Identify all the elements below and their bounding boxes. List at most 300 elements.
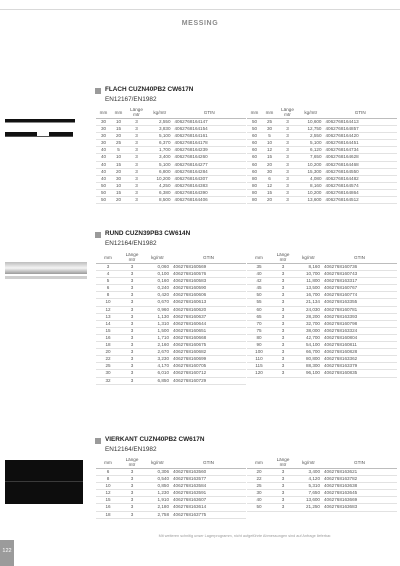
column-header: Länge mtr — [277, 108, 298, 119]
section-marker-icon — [95, 232, 101, 238]
table-cell: 30 — [96, 119, 111, 126]
table-cell: 4062768164628 — [324, 154, 398, 161]
table-cell: 42,700 — [295, 334, 322, 341]
table-cell: 4062768160606 — [171, 292, 246, 299]
table-cell: 25 — [96, 363, 120, 370]
table-cell: 66,700 — [295, 349, 322, 356]
table-cell: 3 — [120, 313, 144, 320]
table-cell: 88,300 — [295, 363, 322, 370]
footnote: Mit weiteren schnitig unser Lagerprogramm, nicht aufgeführte Abmessungen sind auf Anfrage lieferbar. — [158, 534, 332, 538]
table-row — [96, 377, 246, 384]
table-row — [247, 278, 397, 285]
table-cell: 60 — [247, 306, 271, 313]
table-cell: 10,200 — [298, 161, 324, 168]
table-cell: 3 — [120, 504, 144, 511]
table-cell: 4062768163638 — [322, 483, 397, 490]
table-cell: 20 — [111, 168, 126, 175]
table-cell: 21,134 — [295, 299, 322, 306]
table-cell: 40 — [96, 161, 111, 168]
table-row — [96, 370, 246, 377]
table-cell: 60 — [247, 133, 262, 140]
table-cell: 0,240 — [144, 285, 171, 292]
table-cell: 50 — [247, 292, 271, 299]
table-cell: 13,600 — [295, 497, 322, 504]
table-cell: 40 — [96, 175, 111, 182]
table-header-row — [247, 253, 397, 264]
table-cell: 12 — [262, 182, 277, 189]
table-cell: 3 — [277, 197, 298, 204]
column-header: kg/mtr — [144, 458, 171, 469]
table-row — [96, 168, 246, 175]
table-row — [247, 189, 397, 196]
table-row — [247, 285, 397, 292]
table-cell: 11,800 — [295, 278, 322, 285]
table-cell: 3 — [120, 271, 144, 278]
table-cell: 4062768164383 — [173, 182, 247, 189]
table-row — [96, 511, 246, 518]
table-cell: 5,310 — [295, 483, 322, 490]
table-row — [96, 126, 246, 133]
page-header-title: MESSING — [181, 20, 219, 27]
section-title: RUND CUZN39PB3 CW614N — [105, 230, 191, 237]
rund-table-left — [96, 253, 246, 385]
table-cell: 7,650 — [298, 154, 324, 161]
table-cell: 3 — [277, 126, 298, 133]
table-cell: 3 — [277, 189, 298, 196]
table-cell: 3,400 — [147, 154, 173, 161]
table-row — [96, 476, 246, 483]
table-cell: 4062768163621 — [322, 469, 397, 476]
table-cell: 30 — [262, 126, 277, 133]
table-cell: 4062768163614 — [171, 504, 246, 511]
table-cell: 4062768164277 — [173, 161, 247, 168]
table-cell: 4062768160705 — [171, 363, 246, 370]
table-cell: 3 — [271, 504, 295, 511]
table-row — [96, 504, 246, 511]
table-cell: 4062768163379 — [322, 363, 397, 370]
table-cell: 4062768164420 — [324, 133, 398, 140]
table-cell: 3 — [120, 476, 144, 483]
table-cell: 4062768164482 — [324, 175, 398, 182]
table-cell: 4,250 — [147, 182, 173, 189]
table-row — [247, 370, 397, 377]
table-row — [96, 182, 246, 189]
table-cell: 4062768160699 — [171, 356, 246, 363]
table-cell: 3 — [120, 327, 144, 334]
table-row — [96, 197, 246, 204]
table-cell: 4062768163393 — [322, 313, 397, 320]
table-cell: 55 — [247, 299, 271, 306]
table-cell: 4062768164574 — [324, 182, 398, 189]
table-cell: 12 — [96, 490, 120, 497]
table-cell: 3 — [271, 313, 295, 320]
table-cell: 3 — [120, 490, 144, 497]
table-cell: 4062768163584 — [171, 483, 246, 490]
table-cell: 18 — [96, 511, 120, 518]
table-row — [96, 189, 246, 196]
table-cell: 120 — [247, 370, 271, 377]
table-cell: 5 — [262, 133, 277, 140]
table-row — [96, 292, 246, 299]
table-cell: 4062768160781 — [322, 306, 397, 313]
table-cell: 4062768160828 — [322, 349, 397, 356]
table-cell: 3 — [271, 334, 295, 341]
table-cell: 45 — [247, 285, 271, 292]
table-cell: 3 — [271, 278, 295, 285]
table-cell: 4062768160668 — [171, 334, 246, 341]
table-cell: 3 — [271, 490, 295, 497]
table-cell: 4,120 — [295, 476, 322, 483]
table-cell: 22 — [247, 476, 271, 483]
table-cell: 3 — [277, 140, 298, 147]
table-cell: 3 — [120, 469, 144, 476]
table-cell: 4062768163560 — [171, 469, 246, 476]
table-cell: 50 — [247, 126, 262, 133]
table-row — [247, 483, 397, 490]
table-cell: 60 — [247, 147, 262, 154]
table-cell: 3 — [120, 342, 144, 349]
table-cell: 2,670 — [144, 349, 171, 356]
table-header-row — [96, 108, 246, 119]
table-cell: 0,160 — [144, 278, 171, 285]
column-header: Länge mtr — [120, 253, 144, 264]
table-cell: 0,420 — [144, 292, 171, 299]
vierkant-table-right — [247, 458, 397, 512]
table-cell: 2,758 — [144, 511, 171, 518]
table-cell: 3 — [126, 140, 147, 147]
table-cell: 4062768164390 — [173, 189, 247, 196]
table-row — [96, 356, 246, 363]
table-cell: 4062768160583 — [171, 278, 246, 285]
table-header-row — [247, 458, 397, 469]
table-cell: 70 — [247, 320, 271, 327]
table-row — [96, 175, 246, 182]
table-cell: 40 — [96, 154, 111, 161]
table-row — [247, 133, 397, 140]
table-cell: 12 — [262, 147, 277, 154]
table-cell: 24,030 — [295, 306, 322, 313]
table-cell: 3 — [120, 483, 144, 490]
column-header: kg/mtr — [147, 108, 173, 119]
table-row — [247, 154, 397, 161]
table-cell: 10 — [111, 154, 126, 161]
table-cell: 4062768163775 — [171, 511, 246, 518]
table-cell: 20 — [262, 161, 277, 168]
table-header-row — [96, 253, 246, 264]
table-cell: 8,160 — [298, 182, 324, 189]
table-cell: 30 — [111, 175, 126, 182]
table-cell: 4062768164161 — [173, 133, 247, 140]
table-cell: 4062768163577 — [171, 476, 246, 483]
table-cell: 4062768164550 — [324, 168, 398, 175]
table-cell: 18 — [96, 342, 120, 349]
column-header: mm — [96, 458, 120, 469]
table-cell: 1,710 — [144, 334, 171, 341]
table-cell: 13,600 — [298, 197, 324, 204]
table-cell: 4062768160774 — [322, 292, 397, 299]
table-cell: 6 — [262, 175, 277, 182]
table-cell: 3 — [271, 327, 295, 334]
table-cell: 80 — [247, 197, 262, 204]
table-cell: 20 — [247, 469, 271, 476]
table-row — [96, 285, 246, 292]
table-cell: 50 — [96, 182, 111, 189]
table-cell: 50 — [96, 197, 111, 204]
table-cell: 3 — [271, 363, 295, 370]
table-cell: 0,960 — [144, 306, 171, 313]
table-cell: 3 — [271, 299, 295, 306]
table-cell: 4062768160811 — [322, 342, 397, 349]
column-header: Länge mtr — [271, 253, 295, 264]
table-cell: 30 — [96, 126, 111, 133]
column-header: mm — [247, 458, 271, 469]
table-cell: 5 — [111, 147, 126, 154]
table-cell: 30 — [96, 370, 120, 377]
table-cell: 6,380 — [147, 189, 173, 196]
table-cell: 1,700 — [147, 147, 173, 154]
flach-table-right — [247, 108, 397, 204]
table-cell: 3 — [126, 168, 147, 175]
table-cell: 3 — [126, 161, 147, 168]
table-cell: 40 — [247, 271, 271, 278]
table-cell: 20 — [111, 133, 126, 140]
table-row — [96, 334, 246, 341]
table-cell: 25 — [262, 119, 277, 126]
table-cell: 6,010 — [144, 370, 171, 377]
table-row — [96, 133, 246, 140]
table-cell: 4062768163362 — [322, 356, 397, 363]
table-cell: 4062768163324 — [322, 327, 397, 334]
table-cell: 3 — [271, 306, 295, 313]
table-cell: 4062768163645 — [322, 490, 397, 497]
table-cell: 4062768164307 — [173, 175, 247, 182]
table-cell: 60 — [247, 161, 262, 168]
table-cell: 15 — [111, 161, 126, 168]
table-cell: 42 — [247, 278, 271, 285]
square-bar-profile-image — [5, 460, 91, 506]
table-cell: 4062768160712 — [171, 370, 246, 377]
table-cell: 6 — [96, 285, 120, 292]
table-cell: 60 — [247, 140, 262, 147]
table-cell: 30 — [96, 133, 111, 140]
table-cell: 4062768160644 — [171, 320, 246, 327]
table-cell: 30 — [247, 490, 271, 497]
table-cell: 60 — [247, 154, 262, 161]
table-cell: 4062768160767 — [322, 285, 397, 292]
table-cell: 3 — [271, 497, 295, 504]
table-cell: 3 — [271, 320, 295, 327]
table-cell: 3 — [126, 119, 147, 126]
table-cell: 4,080 — [298, 175, 324, 182]
table-cell: 3 — [120, 497, 144, 504]
table-cell: 3 — [126, 182, 147, 189]
top-rule — [0, 9, 400, 10]
table-cell: 3 — [277, 161, 298, 168]
table-row — [96, 327, 246, 334]
table-cell: 4062768164857 — [324, 126, 398, 133]
table-cell: 10 — [111, 182, 126, 189]
column-header: mm — [247, 108, 262, 119]
table-cell: 3 — [120, 334, 144, 341]
table-row — [247, 271, 397, 278]
table-cell: 3 — [120, 285, 144, 292]
table-cell: 3 — [120, 299, 144, 306]
table-cell: 4062768164413 — [324, 119, 398, 126]
table-cell: 4062768163607 — [171, 497, 246, 504]
table-cell: 80 — [247, 175, 262, 182]
column-header: mm — [96, 253, 120, 264]
table-cell: 6 — [96, 469, 120, 476]
table-cell: 10 — [96, 483, 120, 490]
column-header: Länge mtr — [271, 458, 295, 469]
table-row — [247, 334, 397, 341]
table-cell: 13,500 — [295, 285, 322, 292]
table-cell: 80,800 — [295, 356, 322, 363]
table-row — [247, 292, 397, 299]
table-cell: 14 — [96, 320, 120, 327]
table-cell: 10,200 — [298, 189, 324, 196]
table-cell: 4062768160637 — [171, 313, 246, 320]
table-row — [247, 168, 397, 175]
table-cell: 30 — [96, 140, 111, 147]
table-cell: 6,800 — [147, 168, 173, 175]
table-cell: 4062768164512 — [324, 197, 398, 204]
table-cell: 2,180 — [144, 504, 171, 511]
table-row — [247, 306, 397, 313]
table-cell: 4062768160569 — [171, 264, 246, 271]
table-row — [96, 363, 246, 370]
table-cell: 0,540 — [144, 476, 171, 483]
table-cell: 10,200 — [147, 175, 173, 182]
table-row — [96, 278, 246, 285]
column-header: GTIN — [173, 108, 247, 119]
table-cell: 4 — [96, 271, 120, 278]
table-cell: 3 — [277, 182, 298, 189]
table-cell: 3,400 — [295, 469, 322, 476]
table-cell: 3 — [120, 370, 144, 377]
table-cell: 3 — [271, 483, 295, 490]
table-cell: 16,700 — [295, 292, 322, 299]
table-cell: 3 — [126, 175, 147, 182]
table-cell: 5,100 — [298, 140, 324, 147]
table-row — [247, 119, 397, 126]
table-row — [96, 469, 246, 476]
table-cell: 4062768160804 — [322, 334, 397, 341]
table-cell: 3 — [277, 175, 298, 182]
table-cell: 5 — [96, 278, 120, 285]
vierkant-table-left — [96, 458, 246, 519]
table-row — [247, 197, 397, 204]
section-marker-icon — [95, 438, 101, 444]
table-cell: 3 — [120, 278, 144, 285]
table-row — [96, 119, 246, 126]
table-row — [96, 349, 246, 356]
table-cell: 3 — [271, 264, 295, 271]
table-cell: 4062768164178 — [173, 140, 247, 147]
table-row — [247, 356, 397, 363]
table-cell: 3 — [120, 511, 144, 518]
table-row — [247, 126, 397, 133]
table-row — [247, 147, 397, 154]
section-title: VIERKANT CUZN40PB2 CW617N — [105, 436, 205, 443]
table-cell: 0,670 — [144, 299, 171, 306]
column-header: kg/mtr — [144, 253, 171, 264]
table-cell: 10 — [96, 299, 120, 306]
table-cell: 13 — [96, 313, 120, 320]
table-row — [247, 497, 397, 504]
table-cell: 115 — [247, 363, 271, 370]
table-cell: 10,700 — [295, 271, 322, 278]
table-cell: 4062768163591 — [171, 490, 246, 497]
table-row — [96, 147, 246, 154]
table-cell: 3 — [120, 356, 144, 363]
table-cell: 3 — [126, 197, 147, 204]
table-cell: 4062768164451 — [324, 140, 398, 147]
table-cell: 20 — [96, 349, 120, 356]
table-cell: 4062768164734 — [324, 147, 398, 154]
table-cell: 3 — [126, 147, 147, 154]
table-cell: 8 — [96, 476, 120, 483]
table-cell: 4062768164864 — [324, 189, 398, 196]
table-row — [247, 476, 397, 483]
table-cell: 3 — [120, 320, 144, 327]
column-header: mm — [262, 108, 277, 119]
table-cell: 4062768164406 — [173, 197, 247, 204]
table-row — [96, 483, 246, 490]
column-header: Länge mtr — [120, 458, 144, 469]
table-row — [247, 363, 397, 370]
table-cell: 40 — [96, 147, 111, 154]
table-cell: 4062768160729 — [171, 377, 246, 384]
table-cell: 3 — [271, 349, 295, 356]
flat-bar-profile-image — [5, 104, 87, 154]
table-row — [247, 175, 397, 182]
table-cell: 50 — [247, 504, 271, 511]
table-cell: 16 — [96, 334, 120, 341]
rund-table-right — [247, 253, 397, 378]
table-cell: 40 — [247, 497, 271, 504]
table-row — [96, 161, 246, 168]
table-cell: 1,130 — [144, 313, 171, 320]
column-header: mm — [247, 253, 271, 264]
table-cell: 16 — [96, 504, 120, 511]
table-cell: 15 — [262, 189, 277, 196]
table-cell: 40 — [96, 168, 111, 175]
table-cell: 32,700 — [295, 320, 322, 327]
section-standard: EN12164/EN1982 — [105, 446, 157, 453]
table-cell: 10 — [111, 119, 126, 126]
table-row — [96, 271, 246, 278]
table-cell: 3 — [277, 133, 298, 140]
table-cell: 4062768164154 — [173, 126, 247, 133]
table-cell: 6,850 — [144, 377, 171, 384]
table-row — [247, 349, 397, 356]
table-cell: 4062768160613 — [171, 299, 246, 306]
table-cell: 0,306 — [144, 469, 171, 476]
table-cell: 15 — [96, 327, 120, 334]
table-cell: 80 — [247, 334, 271, 341]
table-cell: 3,830 — [147, 126, 173, 133]
flach-table-left — [96, 108, 246, 204]
table-cell: 0,060 — [144, 264, 171, 271]
table-cell: 1,500 — [144, 327, 171, 334]
table-cell: 30 — [262, 168, 277, 175]
column-header: mm — [96, 108, 111, 119]
table-cell: 90 — [247, 342, 271, 349]
table-cell: 0,850 — [144, 483, 171, 490]
table-cell: 3 — [271, 370, 295, 377]
table-cell: 3 — [277, 119, 298, 126]
